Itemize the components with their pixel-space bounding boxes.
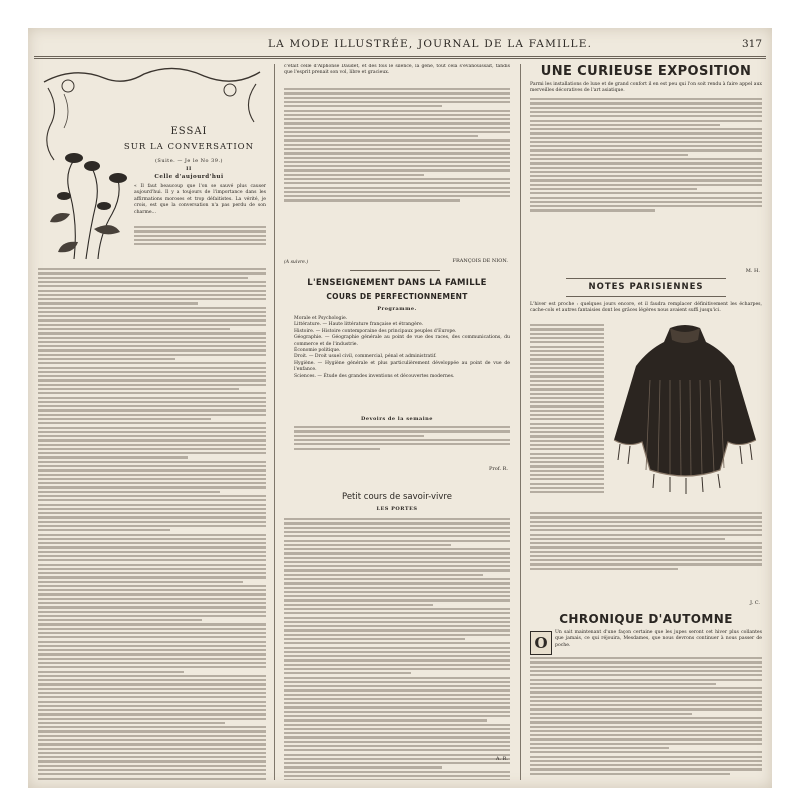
- notes-rule-top: [566, 278, 726, 279]
- newspaper-page: [28, 28, 772, 788]
- devoirs-label: Devoirs de la semaine: [361, 416, 433, 422]
- notes-lead: L'hiver est proche : quelques jours encore, et il faudra remplacer définitivement les écharpes, cache-cols et autres fantaisies dont les grâces légères nous avaient suffi jusqu'ici.: [530, 302, 762, 314]
- essay-body: [38, 266, 266, 780]
- notes-signature: J. C.: [749, 600, 760, 606]
- essay-lead: « Il faut beaucoup que l'on se sauvé plus causer aujourd'hui. Il y a toujours de l'importance dans les affirmations moroses et trop défaitistes. La vérité, je crois, est que la conversation n'a pas perdu de son charme...: [134, 184, 266, 215]
- header-rule: [34, 56, 766, 57]
- programme-item: Littérature. — Haute littérature française et étrangère.: [294, 322, 424, 328]
- enseignement-title: L'ENSEIGNEMENT DANS LA FAMILLE: [307, 278, 487, 288]
- column-3: [526, 64, 766, 780]
- programme-item: Géographie. — Géographie générale au point de vue des races, des communications, du commerce et de l'industrie.: [294, 335, 510, 347]
- chronique-body: [530, 630, 762, 775]
- column-2: [280, 64, 514, 780]
- programme-item: Sciences. — Étude des grandes inventions et découvertes modernes.: [294, 373, 455, 379]
- programme-list: [294, 316, 510, 380]
- programme-item: Économie politique.: [294, 348, 341, 354]
- enseignement-subtitle: COURS DE PERFECTIONNEMENT: [326, 292, 468, 301]
- savoir-vivre-signature: A. R.: [495, 756, 508, 762]
- programme-label: Programme.: [377, 306, 417, 312]
- running-header: [28, 36, 772, 58]
- devoirs-body: [294, 424, 510, 450]
- col2-body: [284, 86, 510, 202]
- exposition-signature: M. H.: [745, 268, 760, 274]
- notes-rule-bottom: [566, 296, 726, 297]
- col2-signature: FRANÇOIS DE NION.: [452, 258, 508, 264]
- savoir-vivre-subtitle: LES PORTES: [376, 506, 418, 512]
- column-1: [34, 64, 270, 780]
- header-rule-double: [34, 58, 766, 59]
- notes-body: [530, 510, 762, 570]
- fur-cape-illustration: [610, 320, 760, 500]
- exposition-lead: Parmi les installations de luxe et de grand confort il en est peu qui l'on soit rendu à faire appel aux merveilles décoratives de l'art asiatique.: [530, 82, 762, 94]
- programme-item: Hygiène. — Hygiène générale et plus particulièrement développée au point de vue de l'enfance.: [294, 360, 510, 373]
- notes-title: NOTES PARISIENNES: [588, 282, 704, 292]
- chronique-dropcap: O: [530, 631, 552, 655]
- journal-title: LA MODE ILLUSTRÉE, JOURNAL DE LA FAMILLE.: [268, 38, 593, 50]
- page-number: 317: [741, 38, 762, 50]
- savoir-vivre-body: [284, 516, 510, 780]
- chronique-lead: Un sait maintenant d'une façon certaine que les jupes seront cet hiver plus collantes que jamais, ce qui réjouira, Mesdames, que nous devrons continuer à nous passer de poche.: [555, 630, 762, 648]
- programme-item: Morale et Psychologie.: [294, 316, 348, 321]
- col2-note: (A suivre.): [284, 260, 309, 265]
- exposition-body: [530, 96, 762, 212]
- chronique-title: CHRONIQUE D'AUTOMNE: [559, 612, 733, 626]
- savoir-vivre-title: Petit cours de savoir-vivre: [342, 492, 452, 502]
- enseignement-signature: Prof. R.: [489, 466, 508, 472]
- exposition-title: UNE CURIEUSE EXPOSITION: [540, 64, 752, 79]
- essay-title-1: ESSAI: [170, 126, 208, 137]
- notes-body-left: [530, 322, 604, 493]
- essay-section-title: Celle d'aujourd'hui: [154, 174, 224, 180]
- col2-lead: c'était celle d'Alphonse Daudet, et des fois le silence, la gêne, tout cela s'évanouissait, tandis que l'esprit prenait son vol, libre et gracieux.: [284, 64, 510, 76]
- section-separator: [350, 270, 440, 271]
- essay-subtitle: (Suite. — Je le No 39.): [154, 158, 223, 164]
- essay-section-number: II: [186, 166, 192, 172]
- essay-title-2: SUR LA CONVERSATION: [123, 142, 255, 152]
- programme-item: Droit. — Droit usuel civil, commercial, pénal et administratif.: [294, 354, 437, 360]
- programme-item: Histoire. — Histoire contemporaine des principaux peuples d'Europe.: [294, 328, 457, 334]
- essay-body-upper: [134, 224, 266, 245]
- column-divider-1: [274, 64, 275, 780]
- column-divider-2: [520, 64, 521, 780]
